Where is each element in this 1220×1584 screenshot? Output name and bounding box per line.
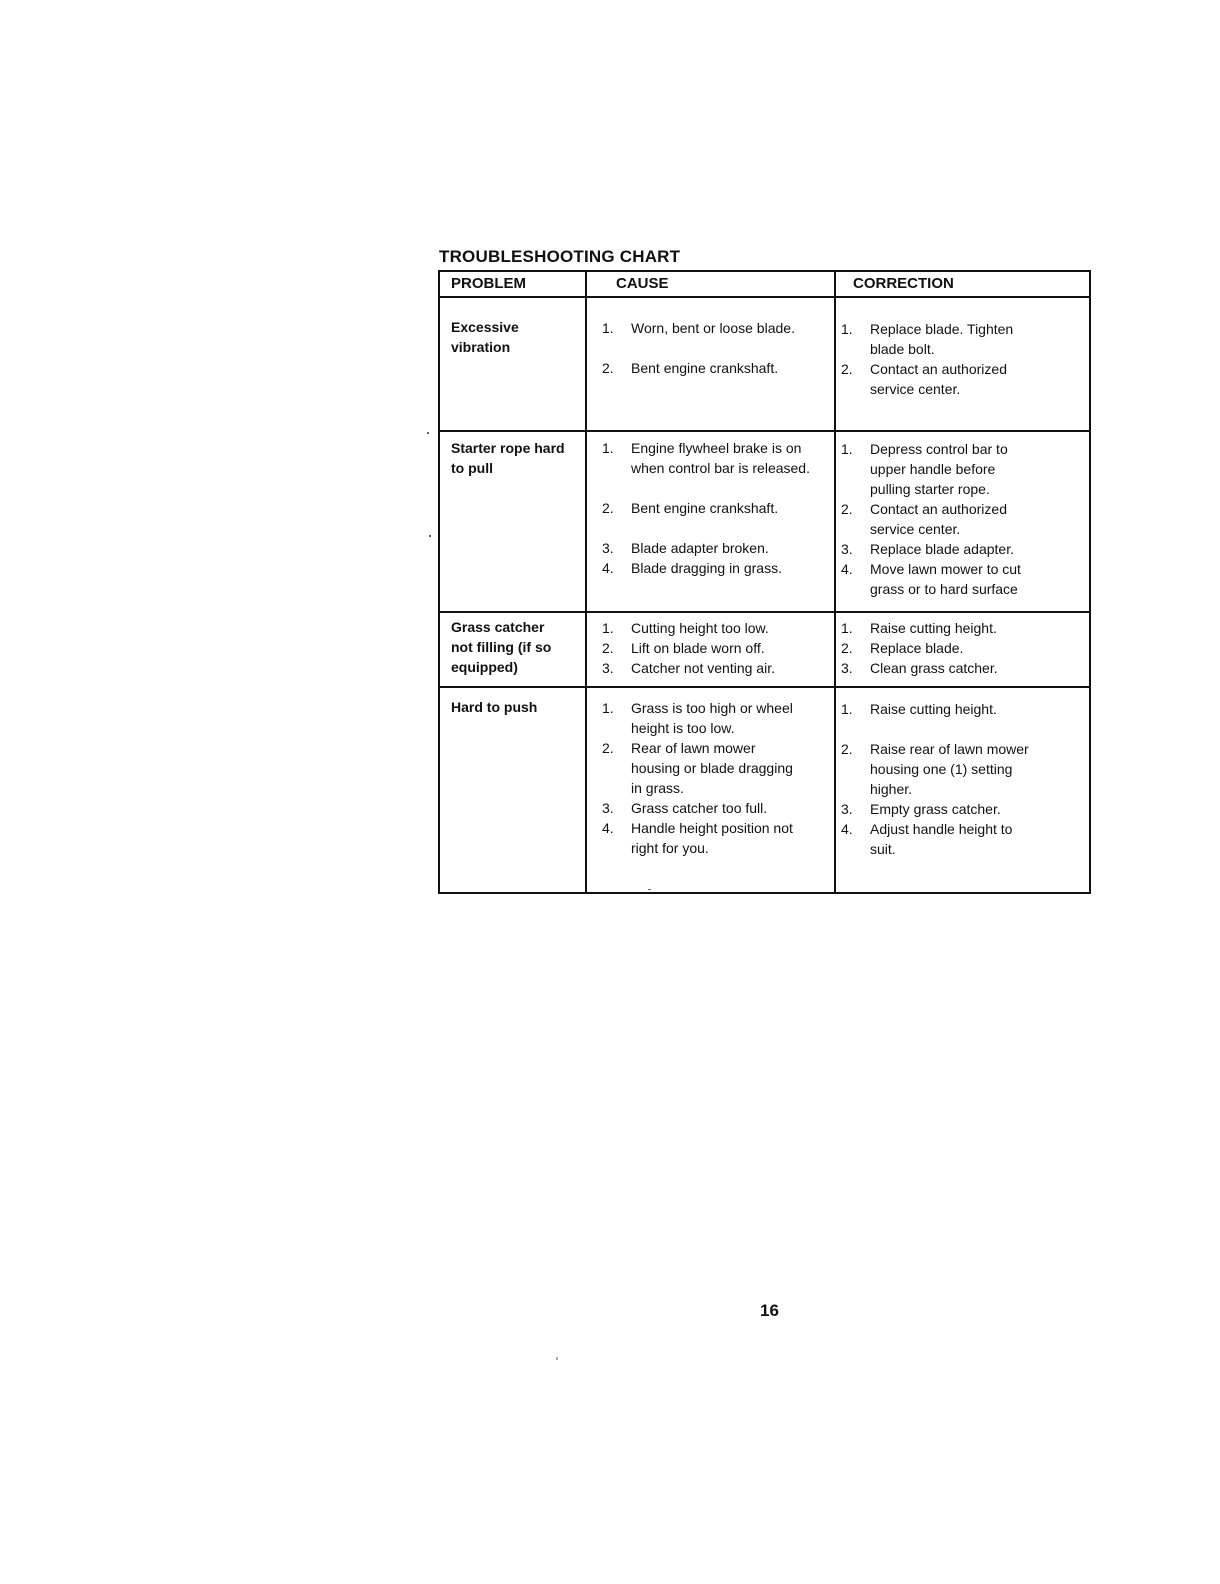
item-number: 2. xyxy=(602,640,614,656)
item-text: housing one (1) setting xyxy=(870,761,1013,777)
problem-line: equipped) xyxy=(451,659,518,675)
header-cause: CAUSE xyxy=(616,275,669,292)
item-text: blade bolt. xyxy=(870,341,935,357)
item-number: 1. xyxy=(841,701,853,717)
item-text: Replace blade adapter. xyxy=(870,541,1014,557)
item-number: 4. xyxy=(841,821,853,837)
item-text: Contact an authorized xyxy=(870,361,1007,377)
item-text: Rear of lawn mower xyxy=(631,740,756,756)
item-text: service center. xyxy=(870,521,961,537)
item-number: 2. xyxy=(841,741,853,757)
troubleshooting-table xyxy=(438,270,1091,894)
item-number: 2. xyxy=(602,740,614,756)
item-text: Grass is too high or wheel xyxy=(631,700,793,716)
scan-speck xyxy=(427,432,429,434)
item-number: 3. xyxy=(841,801,853,817)
item-number: 4. xyxy=(602,820,614,836)
problem-line: not filling (if so xyxy=(451,639,552,655)
problem-line: Excessive xyxy=(451,319,519,335)
scan-speck xyxy=(648,889,651,890)
scan-speck xyxy=(429,535,431,537)
header-problem: PROBLEM xyxy=(451,275,526,292)
item-text: Blade dragging in grass. xyxy=(631,560,782,576)
item-text: Contact an authorized xyxy=(870,501,1007,517)
item-number: 1. xyxy=(841,620,853,636)
item-number: 1. xyxy=(602,320,614,336)
item-text: Replace blade. xyxy=(870,640,964,656)
item-number: 2. xyxy=(602,500,614,516)
item-number: 2. xyxy=(841,361,853,377)
item-number: 1. xyxy=(602,620,614,636)
item-text: suit. xyxy=(870,841,896,857)
item-text: pulling starter rope. xyxy=(870,481,990,497)
item-text: Empty grass catcher. xyxy=(870,801,1001,817)
item-text: Clean grass catcher. xyxy=(870,660,998,676)
row-divider xyxy=(440,430,1089,432)
item-number: 4. xyxy=(602,560,614,576)
item-number: 1. xyxy=(602,700,614,716)
item-text: when control bar is released. xyxy=(631,460,810,476)
item-text: right for you. xyxy=(631,840,709,856)
item-text: Bent engine crankshaft. xyxy=(631,500,779,516)
row-divider xyxy=(440,611,1089,613)
item-text: higher. xyxy=(870,781,913,797)
item-text: Engine flywheel brake is on xyxy=(631,440,802,456)
item-text: Handle height position not xyxy=(631,820,793,836)
chart-title: TROUBLESHOOTING CHART xyxy=(439,247,681,266)
header-divider xyxy=(440,296,1089,298)
problem-cell xyxy=(451,617,581,677)
row-divider xyxy=(440,686,1089,688)
item-text: Bent engine crankshaft. xyxy=(631,360,779,376)
item-text: Catcher not venting air. xyxy=(631,660,775,676)
problem-cell xyxy=(451,438,581,478)
problem-cell xyxy=(451,697,581,717)
item-text: Lift on blade worn off. xyxy=(631,640,765,656)
item-text: grass or to hard surface xyxy=(870,581,1018,597)
problem-line: vibration xyxy=(451,339,511,355)
item-text: upper handle before xyxy=(870,461,996,477)
item-text: Grass catcher too full. xyxy=(631,800,768,816)
column-divider xyxy=(585,272,587,892)
item-text: Worn, bent or loose blade. xyxy=(631,320,795,336)
item-number: 1. xyxy=(841,321,853,337)
item-text: Replace blade. Tighten xyxy=(870,321,1014,337)
item-number: 2. xyxy=(841,501,853,517)
problem-cell xyxy=(451,317,581,357)
scan-speck xyxy=(556,1357,558,1360)
item-text: in grass. xyxy=(631,780,684,796)
problem-line: Hard to push xyxy=(451,699,538,715)
item-number: 3. xyxy=(602,800,614,816)
item-number: 2. xyxy=(602,360,614,376)
item-text: Raise cutting height. xyxy=(870,620,997,636)
item-number: 3. xyxy=(602,660,614,676)
item-text: Raise cutting height. xyxy=(870,701,997,717)
item-number: 4. xyxy=(841,561,853,577)
item-number: 1. xyxy=(841,441,853,457)
item-text: Cutting height too low. xyxy=(631,620,769,636)
item-number: 2. xyxy=(841,640,853,656)
item-text: Raise rear of lawn mower xyxy=(870,741,1029,757)
item-text: Blade adapter broken. xyxy=(631,540,769,556)
item-text: height is too low. xyxy=(631,720,735,736)
item-number: 1. xyxy=(602,440,614,456)
item-text: Depress control bar to xyxy=(870,441,1008,457)
item-text: service center. xyxy=(870,381,961,397)
item-number: 3. xyxy=(602,540,614,556)
item-number: 3. xyxy=(841,541,853,557)
page-number: 16 xyxy=(760,1301,779,1320)
header-correction: CORRECTION xyxy=(853,275,954,292)
column-divider xyxy=(834,272,836,892)
item-number: 3. xyxy=(841,660,853,676)
item-text: housing or blade dragging xyxy=(631,760,793,776)
item-text: Adjust handle height to xyxy=(870,821,1013,837)
item-text: Move lawn mower to cut xyxy=(870,561,1021,577)
problem-line: to pull xyxy=(451,460,493,476)
problem-line: Starter rope hard xyxy=(451,440,565,456)
problem-line: Grass catcher xyxy=(451,619,545,635)
